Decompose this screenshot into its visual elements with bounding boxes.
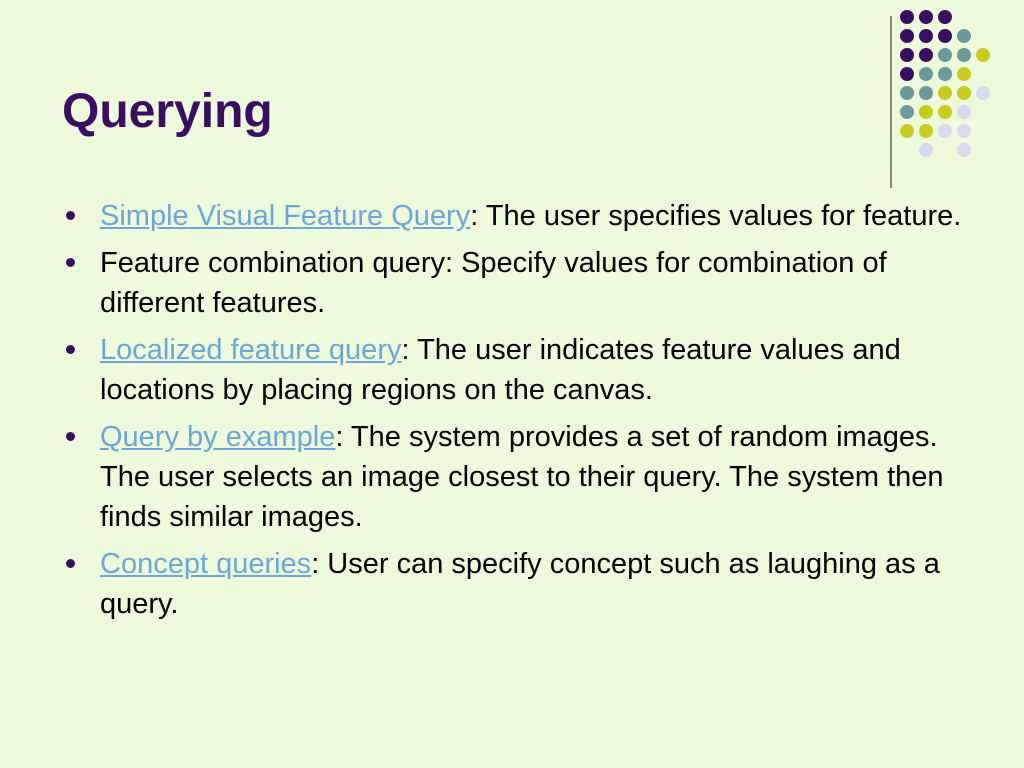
decorative-dot — [900, 29, 914, 43]
bullet-dot-icon — [66, 559, 75, 568]
decorative-dot — [900, 105, 914, 119]
decorative-dot — [900, 48, 914, 62]
decorative-dot — [957, 48, 971, 62]
decorative-dot — [938, 29, 952, 43]
decorative-dot — [919, 124, 933, 138]
bullet-item — [62, 417, 962, 537]
decorative-dot — [957, 105, 971, 119]
bullet-item — [62, 544, 962, 624]
decorative-dot — [938, 10, 952, 24]
decorative-dot — [957, 86, 971, 100]
slide-title: Querying — [62, 85, 273, 138]
decorative-dot — [938, 105, 952, 119]
bullet-item — [62, 196, 962, 236]
decorative-dot — [957, 29, 971, 43]
concept-queries-link[interactable]: Concept queries — [100, 548, 312, 580]
bullet-item — [62, 243, 962, 323]
decorative-dot — [919, 10, 933, 24]
decorative-dot — [919, 29, 933, 43]
bullet-text: : The user specifies values for feature. — [470, 200, 962, 232]
decorative-dot — [919, 67, 933, 81]
decorative-dot — [900, 86, 914, 100]
decorative-dot — [976, 86, 990, 100]
bullet-text: : User can specify concept such as laughing as a query. — [100, 548, 940, 620]
bullet-dot-icon — [66, 258, 75, 267]
bullet-text: Feature combination query: Specify values for combination of different features. — [100, 247, 887, 319]
bullet-item — [62, 330, 962, 410]
decorative-dot — [900, 10, 914, 24]
bullet-text: : The system provides a set of random images. The user selects an image closest to their query. The system then finds similar images. — [100, 421, 944, 533]
bullet-dot-icon — [66, 432, 75, 441]
bullet-dot-icon — [66, 345, 75, 354]
decorative-dot-grid — [900, 10, 1020, 170]
decorative-dot — [957, 124, 971, 138]
decorative-dot — [976, 48, 990, 62]
decorative-dot — [938, 86, 952, 100]
simple-visual-feature-query-link[interactable]: Simple Visual Feature Query — [100, 200, 471, 232]
decorative-dot — [957, 67, 971, 81]
bullet-list — [62, 196, 962, 631]
decorative-dot — [900, 124, 914, 138]
decorative-dot — [938, 67, 952, 81]
query-by-example-link[interactable]: Query by example — [100, 421, 336, 453]
decorative-dot — [919, 48, 933, 62]
bullet-text: : The user indicates feature values and locations by placing regions on the canvas. — [100, 334, 901, 406]
decorative-dot — [919, 86, 933, 100]
decorative-dot — [938, 48, 952, 62]
localized-feature-query-link[interactable]: Localized feature query — [100, 334, 402, 366]
decorative-dot — [919, 143, 933, 157]
decorative-dot — [900, 67, 914, 81]
bullet-dot-icon — [66, 211, 75, 220]
vertical-divider — [890, 16, 892, 188]
decorative-dot — [938, 124, 952, 138]
decorative-dot — [919, 105, 933, 119]
decorative-dot — [957, 143, 971, 157]
